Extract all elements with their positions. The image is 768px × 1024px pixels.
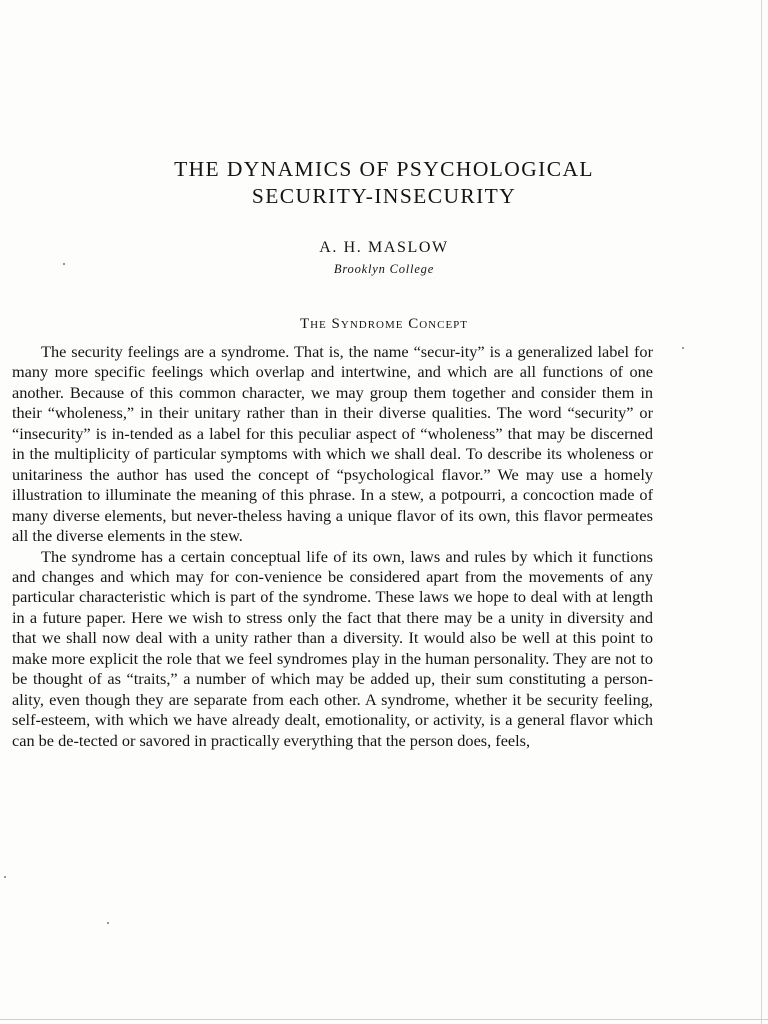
paragraph-2: The syndrome has a certain conceptual life of its own, laws and rules by which it functions and changes and which may for con-venience be considered apart from the movements of any particular characteristic which is part of the syndrome. These laws we hope to deal with at length in a future paper. Here we wish to stress only the fact that there may be a unity in diversity and that we shall now deal with a unity rather than a diversity. It would also be well at this point to make more explicit the role that we feel syndromes play in the human personality. They are not to be thought of as “traits,” a number of which may be added up, their sum constituting a person-ality, even though they are separate from each other. A syndrome, whether it be security feeling, self-esteem, with which we have already dealt, emotionality, or activity, is a general flavor which can be de-tected or savored in practically everything that the person does, feels, (12, 546, 653, 750)
article-title (0, 156, 768, 210)
body-text (12, 342, 653, 751)
paragraph-1: The security feelings are a syndrome. That is, the name “secur-ity” is a generalized label for many more specific feelings which overlap and intertwine, and which are all functions of one another. Because of this common character, we may group them together and consider them in their “wholeness,” in their unitary rather than in their diverse qualities. The word “security” or “insecurity” is in-tended as a label for this peculiar aspect of “wholeness” that may be discerned in the multiplicity of particular symptoms with which we shall deal. To describe its wholeness or unitariness the author has used the concept of “psychological flavor.” We may use a homely illustration to illuminate the meaning of this phrase. In a stew, a potpourri, a concoction made of many diverse elements, but never-theless having a unique flavor of its own, this flavor permeates all the diverse elements in the stew. (12, 342, 653, 546)
scan-speck (682, 347, 684, 349)
title-line-1: THE DYNAMICS OF PSYCHOLOGICAL (174, 157, 594, 181)
scan-speck (63, 263, 65, 265)
page-edge-shadow (761, 0, 762, 1024)
scan-speck (107, 922, 109, 924)
author-name: A. H. MASLOW (319, 239, 449, 256)
scan-speck (4, 876, 6, 878)
page-bottom-edge (0, 1019, 768, 1020)
author-affiliation: Brooklyn College (333, 262, 435, 276)
title-line-2: SECURITY-INSECURITY (251, 184, 517, 208)
section-heading: The Syndrome Concept (299, 316, 469, 332)
